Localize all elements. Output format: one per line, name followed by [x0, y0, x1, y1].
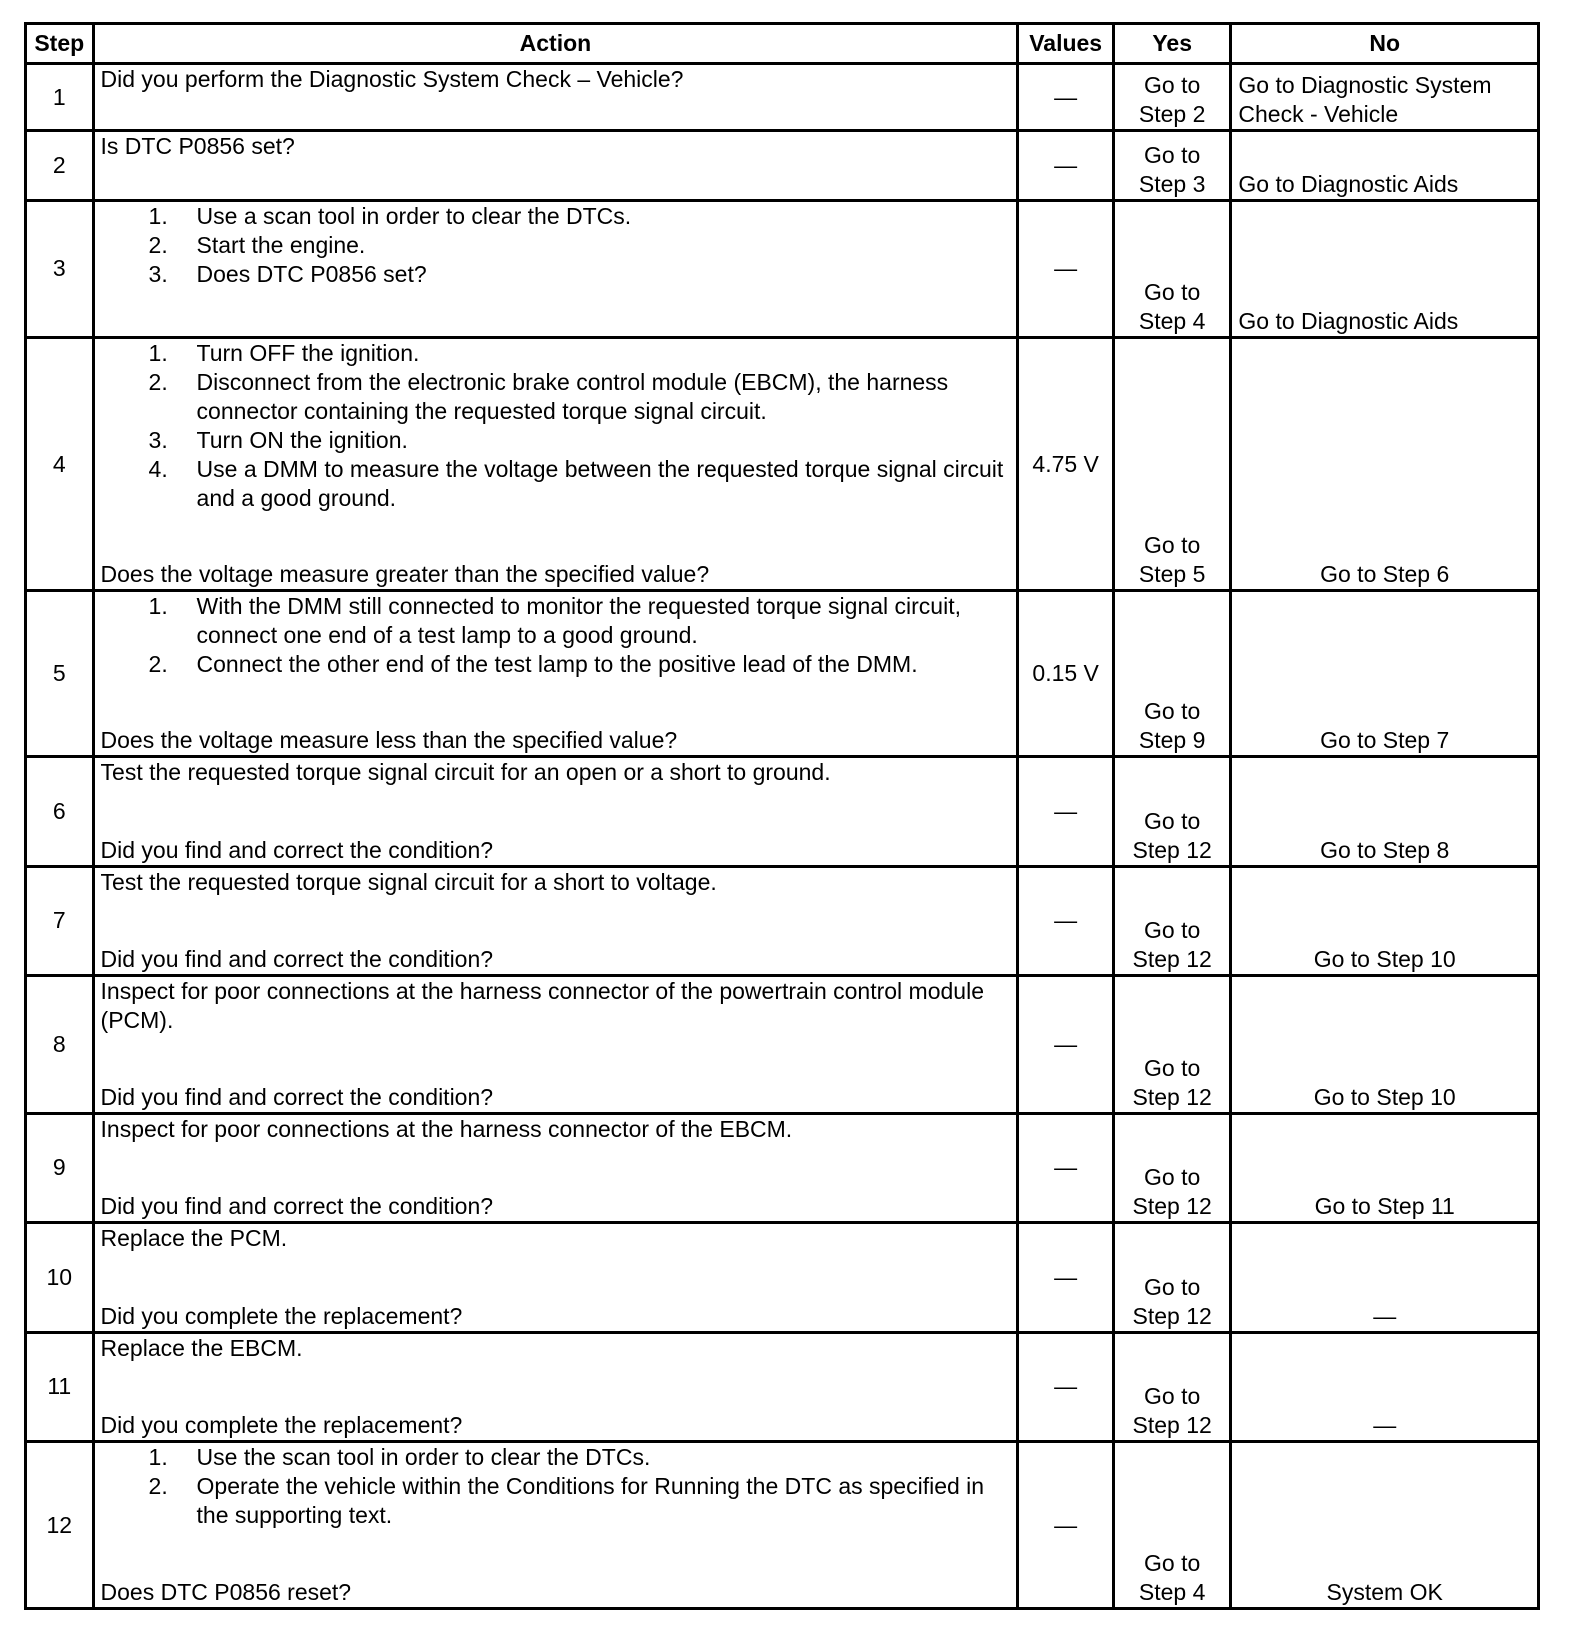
action-question: Did you find and correct the condition? — [100, 1193, 494, 1220]
yes-line-2: Step 12 — [1132, 1302, 1212, 1329]
yes-cell — [1113, 1442, 1230, 1609]
table-row — [26, 131, 1539, 200]
step-number: 4 — [26, 338, 94, 591]
no-cell: System OK — [1231, 1442, 1539, 1609]
table-row — [26, 976, 1539, 1114]
list-item: 1. Turn OFF the ignition. — [148, 340, 420, 367]
action-text: Is DTC P0856 set? — [100, 133, 295, 160]
step-number: 5 — [26, 591, 94, 757]
action-text: Replace the EBCM. — [100, 1334, 303, 1361]
no-cell: Go to Step 10 — [1231, 976, 1539, 1114]
yes-line-1: Go to — [1144, 1550, 1201, 1576]
header-action: Action — [93, 24, 1018, 64]
step-number: 8 — [26, 976, 94, 1114]
header-row — [26, 24, 1539, 64]
table-row — [26, 1442, 1539, 1609]
step-number: 3 — [26, 200, 94, 338]
yes-cell — [1113, 131, 1230, 200]
action-cell — [93, 338, 1018, 591]
value-cell: — — [1018, 1113, 1114, 1222]
list-item: 4. Use a DMM to measure the voltage between the requested torque signal circuit and a good ground. — [148, 456, 1004, 512]
yes-line-1: Go to — [1144, 72, 1201, 99]
yes-cell — [1113, 200, 1230, 338]
table-row — [26, 1332, 1539, 1441]
value-cell: 4.75 V — [1018, 338, 1114, 591]
list-item: 3. Turn ON the ignition. — [148, 427, 408, 454]
yes-line-1: Go to — [1144, 141, 1201, 168]
list-item: 2. Disconnect from the electronic brake control module (EBCM), the harness connector containing the requested torque signal circuit. — [148, 369, 949, 425]
list-item: 1. Use a scan tool in order to clear the DTCs. — [148, 202, 632, 229]
action-cell — [93, 64, 1018, 131]
action-text: Inspect for poor connections at the harness connector of the powertrain control module (PCM). — [100, 978, 984, 1034]
step-number: 10 — [26, 1223, 94, 1332]
yes-line-1: Go to — [1144, 807, 1201, 834]
no-cell: Go to Diagnostic Aids — [1231, 131, 1539, 200]
action-text: Test the requested torque signal circuit for an open or a short to ground. — [100, 759, 831, 786]
action-text: Inspect for poor connections at the harness connector of the EBCM. — [100, 1115, 793, 1142]
yes-line-2: Step 12 — [1132, 946, 1212, 973]
action-question: Did you find and correct the condition? — [100, 1083, 494, 1110]
list-item: 2. Start the engine. — [148, 231, 366, 258]
action-cell — [93, 1113, 1018, 1222]
no-cell: Go to Step 10 — [1231, 866, 1539, 975]
action-question: Does DTC P0856 reset? — [100, 1579, 352, 1605]
yes-cell — [1113, 64, 1230, 131]
header-step: Step — [26, 24, 94, 64]
action-cell — [93, 591, 1018, 757]
list-item: 3. Does DTC P0856 set? — [148, 260, 427, 287]
step-number: 9 — [26, 1113, 94, 1222]
no-cell: — — [1231, 1332, 1539, 1441]
no-cell: Go to Diagnostic Aids — [1231, 200, 1539, 338]
list-item: 1. With the DMM still connected to monitor the requested torque signal circuit, connect one end of a test lamp to a good ground. — [148, 593, 961, 649]
header-no: No — [1231, 24, 1539, 64]
value-cell: — — [1018, 1223, 1114, 1332]
table-row — [26, 591, 1539, 757]
action-question: Does the voltage measure less than the specified value? — [100, 727, 678, 754]
yes-line-1: Go to — [1144, 917, 1201, 944]
yes-line-2: Step 12 — [1132, 1083, 1212, 1110]
value-cell: — — [1018, 64, 1114, 131]
table-row — [26, 338, 1539, 591]
yes-line-1: Go to — [1144, 279, 1201, 306]
list-item: 1. Use the scan tool in order to clear the DTCs. — [148, 1444, 651, 1471]
step-number: 12 — [26, 1442, 94, 1609]
yes-line-1: Go to — [1144, 532, 1201, 559]
yes-line-1: Go to — [1144, 698, 1201, 725]
no-cell: Go to Step 7 — [1231, 591, 1539, 757]
yes-cell — [1113, 866, 1230, 975]
header-values: Values — [1018, 24, 1114, 64]
table-row — [26, 1113, 1539, 1222]
table-row — [26, 64, 1539, 131]
action-list — [101, 202, 1011, 289]
list-item: 2. Operate the vehicle within the Conditions for Running the DTC as specified in the supporting text. — [148, 1473, 985, 1529]
table-row — [26, 200, 1539, 338]
value-cell: — — [1018, 200, 1114, 338]
step-number: 7 — [26, 866, 94, 975]
yes-line-2: Step 12 — [1132, 836, 1212, 863]
action-cell — [93, 1442, 1018, 1609]
no-cell: Go to Step 8 — [1231, 757, 1539, 866]
action-text: Did you perform the Diagnostic System Check – Vehicle? — [100, 66, 684, 92]
action-cell — [93, 976, 1018, 1114]
step-number: 11 — [26, 1332, 94, 1441]
yes-line-2: Step 9 — [1138, 727, 1206, 754]
yes-line-1: Go to — [1144, 1383, 1201, 1410]
yes-line-2: Step 12 — [1132, 1193, 1212, 1220]
yes-cell — [1113, 757, 1230, 866]
yes-cell — [1113, 1223, 1230, 1332]
yes-line-2: Step 3 — [1138, 170, 1206, 197]
list-item: 2. Connect the other end of the test lamp to the positive lead of the DMM. — [148, 651, 918, 678]
action-cell — [93, 757, 1018, 866]
value-cell: — — [1018, 1332, 1114, 1441]
header-yes: Yes — [1113, 24, 1230, 64]
action-question: Did you find and correct the condition? — [100, 946, 494, 973]
no-cell: — — [1231, 1223, 1539, 1332]
yes-line-1: Go to — [1144, 1054, 1201, 1081]
yes-cell — [1113, 1113, 1230, 1222]
action-list — [101, 339, 1011, 513]
no-cell: Go to Step 11 — [1231, 1113, 1539, 1222]
action-cell — [93, 131, 1018, 200]
yes-line-2: Step 2 — [1138, 101, 1206, 128]
yes-line-2: Step 12 — [1132, 1412, 1212, 1439]
table-row — [26, 1223, 1539, 1332]
action-cell — [93, 200, 1018, 338]
table-row — [26, 757, 1539, 866]
yes-line-1: Go to — [1144, 1273, 1201, 1300]
yes-cell — [1113, 976, 1230, 1114]
value-cell: 0.15 V — [1018, 591, 1114, 757]
yes-cell — [1113, 1332, 1230, 1441]
yes-cell — [1113, 591, 1230, 757]
step-number: 2 — [26, 131, 94, 200]
action-cell — [93, 1223, 1018, 1332]
action-question: Did you complete the replacement? — [100, 1302, 463, 1329]
yes-line-2: Step 4 — [1138, 1579, 1206, 1605]
value-cell: — — [1018, 1442, 1114, 1609]
action-list — [101, 592, 1011, 679]
step-number: 6 — [26, 757, 94, 866]
yes-line-1: Go to — [1144, 1164, 1201, 1191]
no-cell: Go to Step 6 — [1231, 338, 1539, 591]
action-cell — [93, 866, 1018, 975]
yes-line-2: Step 5 — [1138, 561, 1206, 588]
action-list — [101, 1443, 1011, 1530]
table-row — [26, 866, 1539, 975]
action-text: Test the requested torque signal circuit for a short to voltage. — [100, 868, 717, 895]
yes-line-2: Step 4 — [1138, 308, 1206, 335]
diagnostic-table — [24, 22, 1540, 1610]
action-cell — [93, 1332, 1018, 1441]
action-text: Replace the PCM. — [100, 1225, 288, 1252]
step-number: 1 — [26, 64, 94, 131]
action-question: Did you complete the replacement? — [100, 1412, 463, 1439]
no-cell: Go to Diagnostic System Check - Vehicle — [1231, 64, 1539, 131]
action-question: Did you find and correct the condition? — [100, 836, 494, 863]
value-cell: — — [1018, 131, 1114, 200]
value-cell: — — [1018, 866, 1114, 975]
action-question: Does the voltage measure greater than the specified value? — [100, 561, 710, 588]
value-cell: — — [1018, 757, 1114, 866]
value-cell: — — [1018, 976, 1114, 1114]
yes-cell — [1113, 338, 1230, 591]
